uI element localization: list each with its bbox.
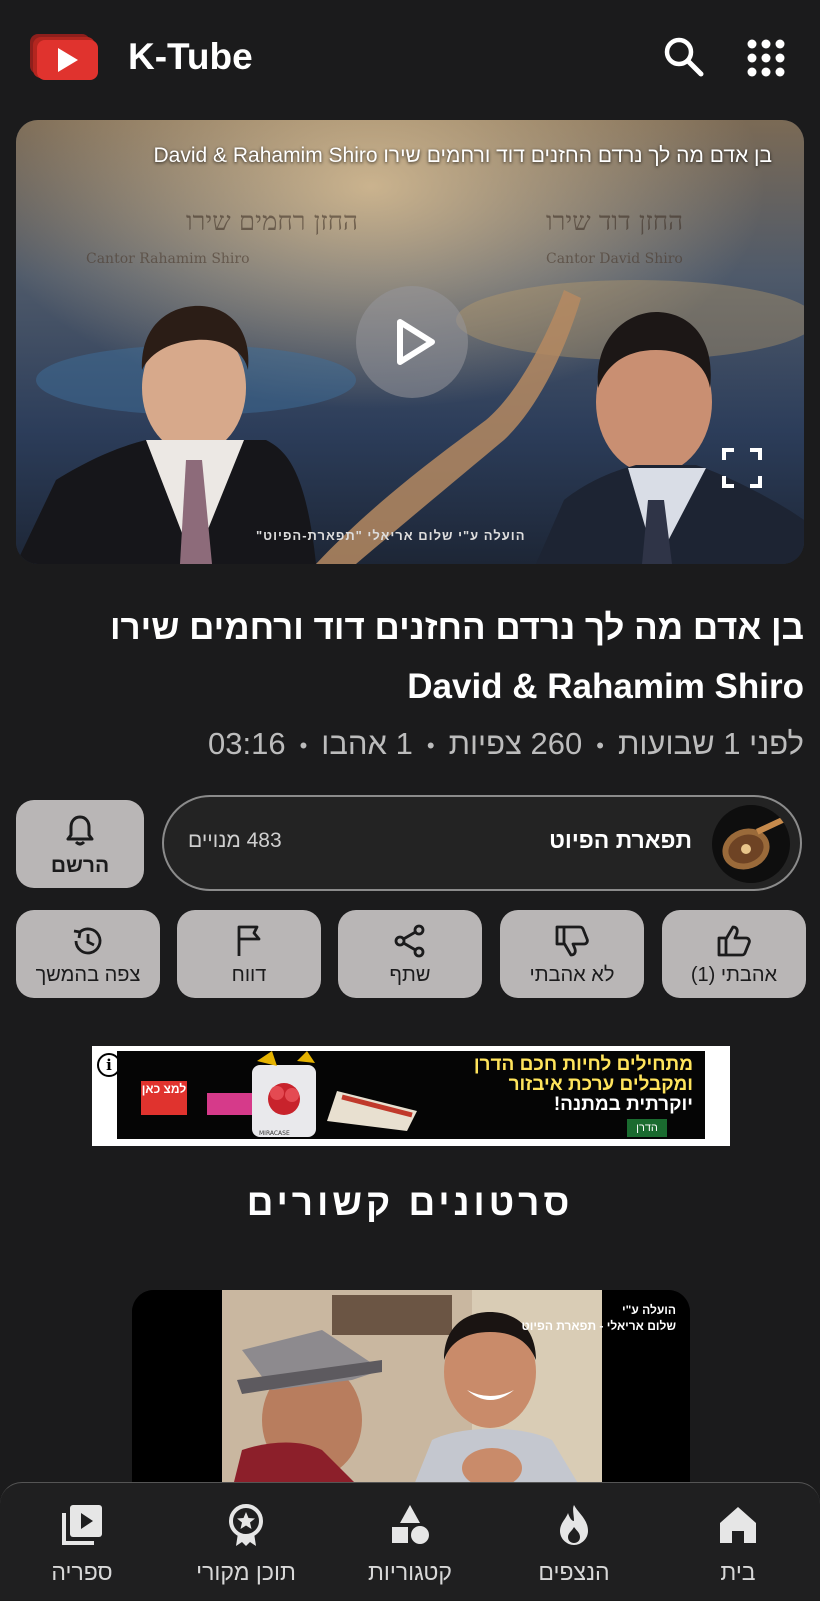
app-header (0, 0, 820, 114)
nav-trending[interactable] (492, 1483, 656, 1601)
ad-banner[interactable] (92, 1046, 730, 1146)
ad-product-image (197, 1051, 427, 1139)
fullscreen-icon[interactable] (722, 448, 762, 488)
nav-library[interactable] (0, 1483, 164, 1601)
nav-categories[interactable] (328, 1483, 492, 1601)
fire-icon (550, 1501, 598, 1549)
award-icon (222, 1501, 270, 1549)
view-count: 260 צפיות (448, 726, 583, 761)
shapes-icon (386, 1501, 434, 1549)
related-video-thumbnail[interactable] (132, 1290, 690, 1490)
dislike-label: לא אהבתי (529, 964, 615, 986)
channel-avatar[interactable] (712, 805, 790, 883)
like-label: אהבתי (1) (690, 964, 778, 986)
app-title: K-Tube (128, 36, 253, 77)
ad-line-2: ומקבלים ערכת איבזור (508, 1074, 693, 1095)
oud-icon (712, 805, 790, 883)
thumb-caption (522, 1302, 677, 1334)
thumb-caption-line-2: שלום אריאלי - תפארת הפיוט (521, 1319, 676, 1333)
watch-later-button[interactable] (16, 910, 160, 998)
nav-home[interactable] (656, 1483, 820, 1601)
nav-home-label: בית (720, 1559, 756, 1585)
search-icon[interactable] (662, 35, 706, 79)
video-title: בן אדם מה לך נרדם החזנים דוד ורחמים שירו David & Rahamim Shiro (109, 608, 804, 706)
video-player[interactable] (16, 120, 804, 564)
channel-name[interactable]: תפארת הפיוט (549, 827, 692, 853)
duration: 03:16 (208, 726, 286, 761)
like-count: 1 אהבו (321, 726, 413, 761)
ad-info-icon[interactable]: i (97, 1053, 121, 1077)
ad-cta[interactable]: למצ כאן (141, 1081, 187, 1115)
svg-text:החזן דוד שירו: החזן דוד שירו (546, 207, 684, 237)
ad-line-3: יוקרתית במתנה! (553, 1094, 693, 1115)
share-label: שתף (389, 964, 431, 986)
thumb-caption-line-1: הועלה ע"י (622, 1303, 676, 1317)
subscriber-count: 483 מנויים (188, 829, 282, 852)
ad-logo: הדרן (627, 1119, 667, 1137)
flag-icon (231, 924, 267, 958)
k-tube-logo-icon[interactable] (30, 34, 98, 80)
home-icon (714, 1501, 762, 1549)
nav-trending-label: הנצפים (538, 1559, 610, 1585)
play-button[interactable] (356, 286, 468, 398)
nav-original[interactable] (164, 1483, 328, 1601)
history-icon (70, 924, 106, 958)
subscribe-button[interactable] (16, 800, 144, 888)
bell-icon (66, 814, 94, 846)
share-icon (392, 924, 428, 958)
uploader-watermark: הועלה ע"י שלום אריאלי "תפארת-הפיוט" (256, 528, 526, 543)
play-icon (356, 286, 468, 398)
nav-original-label: תוכן מקורי (196, 1559, 296, 1585)
ad-creative[interactable] (117, 1051, 705, 1139)
ad-text (423, 1055, 693, 1115)
player-overlay-title: בן אדם מה לך נרדם החזנים דוד ורחמים שירו David & Rahamim Shiro (153, 144, 772, 167)
ad-line-1: מתחילים לחיות חכם הדרן (473, 1054, 693, 1075)
svg-text:Cantor Rahamim Shiro: Cantor Rahamim Shiro (86, 251, 250, 267)
report-label: דווח (231, 964, 267, 986)
ad-brand: MIRACASE (259, 1130, 290, 1137)
bottom-navigation (0, 1482, 820, 1600)
apps-grid-icon[interactable] (746, 38, 786, 78)
nav-categories-label: קטגוריות (368, 1559, 452, 1585)
nav-library-label: ספריה (51, 1559, 113, 1585)
thumbs-up-icon (716, 924, 752, 958)
thumbs-down-icon (554, 924, 590, 958)
report-button[interactable] (177, 910, 321, 998)
svg-text:Cantor David Shiro: Cantor David Shiro (546, 251, 683, 267)
channel-card[interactable] (162, 795, 802, 891)
dislike-button[interactable] (500, 910, 644, 998)
upload-age: לפני 1 שבועות (617, 726, 804, 761)
video-meta: לפני 1 שבועות•260 צפיות•1 אהבו•03:16 (208, 726, 804, 761)
watch-later-label: צפה בהמשך (35, 964, 141, 986)
like-button[interactable] (662, 910, 806, 998)
svg-text:החזן רחמים שירו: החזן רחמים שירו (186, 207, 359, 237)
related-section-title: סרטונים קשורים (246, 1182, 574, 1223)
subscribe-label: הרשם (50, 854, 110, 877)
share-button[interactable] (338, 910, 482, 998)
video-library-icon (58, 1501, 106, 1549)
